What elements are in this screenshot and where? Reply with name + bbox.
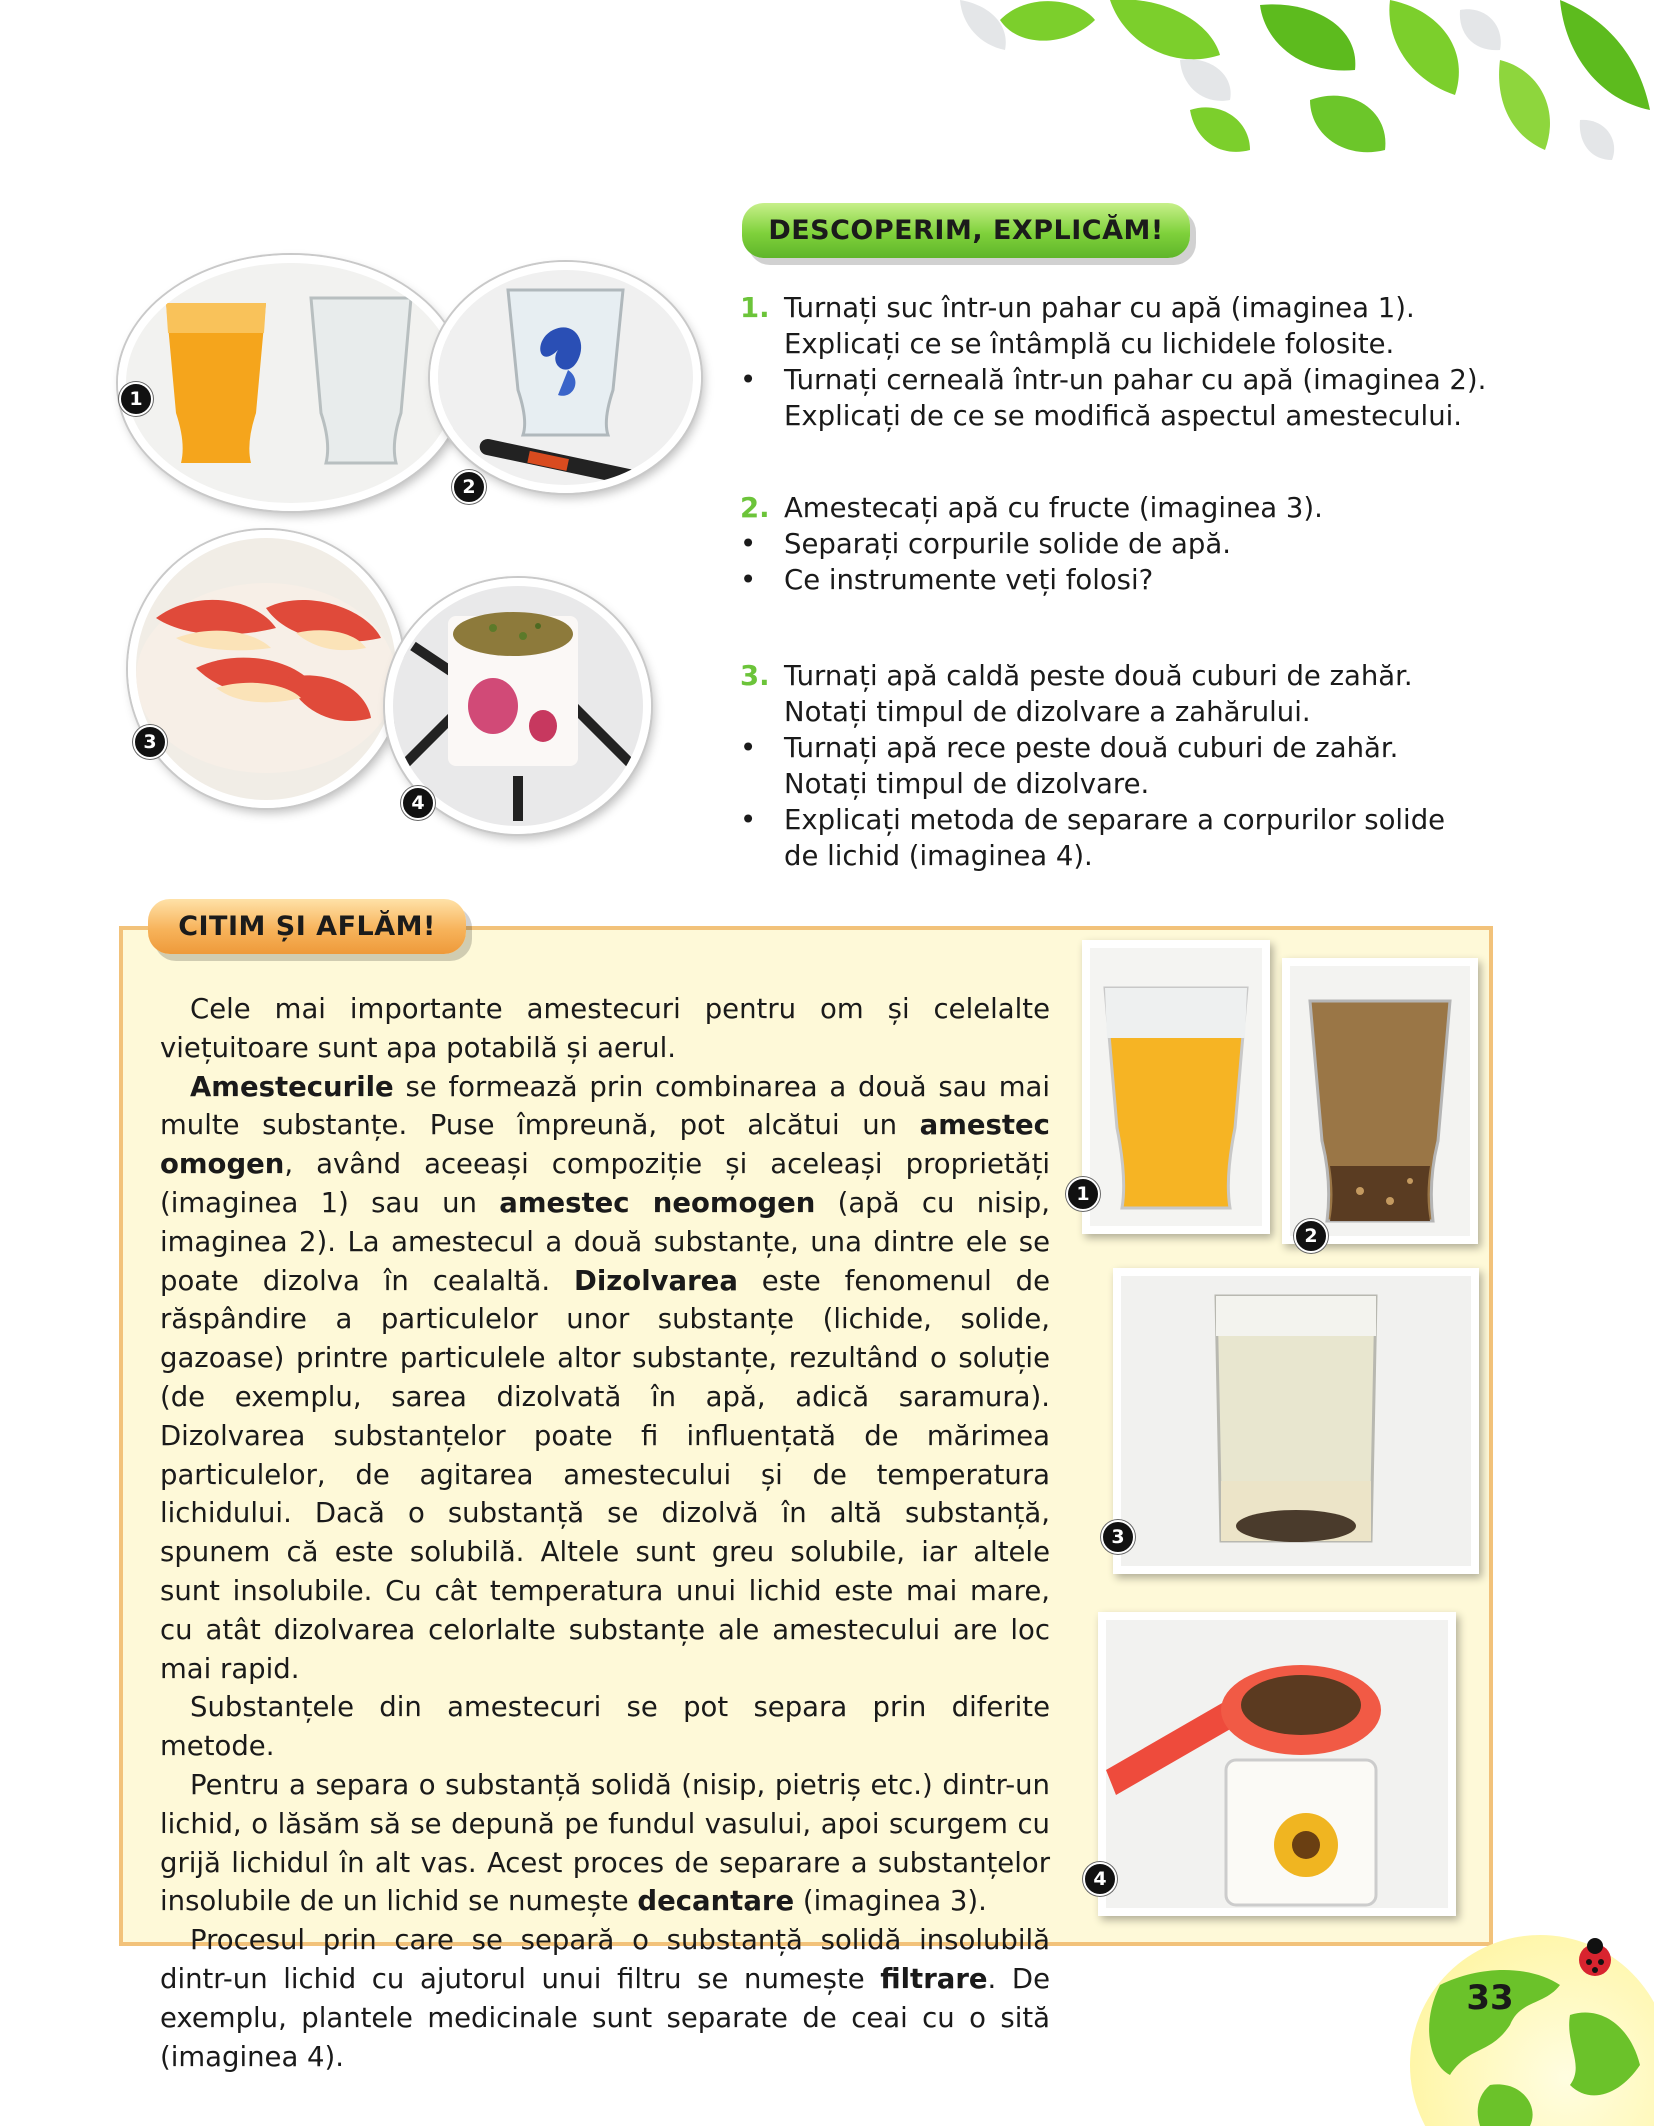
text: Procesul prin care se separă o substanță solidă insolubilă dintr-un lichid cu ajutorul unui filtru se numește (160, 1924, 1050, 1995)
paragraph-3: Substanțele din amestecuri se pot separa prin diferite metode. (160, 1691, 1050, 1763)
bullet: • (740, 528, 757, 560)
bullet: • (740, 804, 757, 836)
photo-badge-1: 1 (1066, 1177, 1100, 1211)
item-number: 2. (740, 492, 770, 524)
item-text: Turnați apă caldă peste două cuburi de zahăr. (784, 660, 1413, 692)
paragraph-1: Cele mai importante amestecuri pentru om și celelalte viețuitoare sunt apa potabilă și aerul. (160, 993, 1050, 1064)
paragraph-2 (160, 1068, 1050, 1689)
item-text: Explicați ce se întâmplă cu lichidele folosite. (784, 328, 1395, 360)
text: este fenomenul de răspândire a particulelor unor substanțe (lichide, solide, gazoase) printre particulele altor substanțe, rezultând o soluție (de exemplu, sarea dizolvată în apă, adică saramura). Dizolvarea substanțelor poate fi influențată de mărimea particulelor, de agitarea amestecului și de temperatura lichidului. Dacă o substanță se dizolvă în altă substanță, spunem că este solubilă. Altele sunt greu solubile, iar altele sunt insolubile. Cu cât temperatura unui lichid este mai mare, cu atât dizolvarea celorlalte substanțe ale amestecului are loc mai rapid. (160, 1264, 1050, 1685)
bullet-text: Ce instrumente veți folosi? (784, 564, 1154, 596)
item-text: Notați timpul de dizolvare a zahărului. (784, 696, 1311, 728)
photo-badge-3: 3 (1101, 1520, 1135, 1554)
photo-badge-4: 4 (1083, 1862, 1117, 1896)
photo-decantation (1113, 1268, 1479, 1574)
bullet: • (740, 564, 757, 596)
item-text: Turnați suc într-un pahar cu apă (imaginea 1). (784, 292, 1415, 324)
photo-heterogeneous-mixture (1282, 958, 1478, 1244)
reading-text (160, 990, 1050, 2076)
leaves-decoration (960, 0, 1654, 190)
photo-apple-water (128, 530, 404, 808)
bullet-text: Notați timpul de dizolvare. (784, 768, 1150, 800)
discover-item-1 (740, 290, 1500, 434)
paragraph-4 (160, 1766, 1050, 1921)
bullet-text: Explicați metoda de separare a corpurilor solide (784, 804, 1446, 836)
bullet-text: Turnați cerneală într-un pahar cu apă (imaginea 2). (784, 364, 1487, 396)
photo-badge-2: 2 (1294, 1219, 1328, 1253)
text: Pentru a separa o substanță solidă (nisip, pietriș etc.) dintr-un lichid, o lăsăm să se depună pe fundul vasului, apoi scurgem cu grijă lichidul în alt vas. Acest proces de separare a substanțelor insolubile de un lichid se numește (160, 1768, 1050, 1918)
photo-filtration (1098, 1612, 1456, 1916)
discover-item-3 (740, 658, 1500, 874)
reading-section-title: CITIM ȘI AFLĂM! (148, 899, 466, 954)
item-number: 3. (740, 660, 770, 692)
paragraph-5 (160, 1921, 1050, 2076)
photo-juice-glasses (118, 255, 464, 511)
text: . De exemplu, plantele medicinale sunt separate de ceai cu o sită (imaginea 4). (160, 1962, 1051, 2073)
bullet-text: Explicați de ce se modifică aspectul amestecului. (784, 400, 1463, 432)
photo-homogeneous-mixture (1082, 940, 1270, 1234)
photo-badge-4: 4 (401, 786, 435, 820)
term-bold: Amestecurile (190, 1070, 394, 1103)
term-bold: Dizolvarea (574, 1264, 738, 1297)
bullet-text: de lichid (imaginea 4). (784, 840, 1093, 872)
bullet-text: Separați corpurile solide de apă. (784, 528, 1231, 560)
text: (apă cu nisip, imaginea 2). La amestecul a două substanțe, una dintre ele se poate dizolva în cealaltă. (160, 1186, 1050, 1297)
term-bold: filtrare (880, 1962, 988, 1995)
term-bold: amestec neomogen (499, 1186, 816, 1219)
term-bold: amestec omogen (160, 1109, 1050, 1181)
bullet: • (740, 364, 757, 396)
photo-badge-1: 1 (119, 382, 153, 416)
item-text: Amestecați apă cu fructe (imaginea 3). (784, 492, 1323, 524)
page-number: 33 (1466, 1978, 1514, 2018)
item-number: 1. (740, 292, 770, 324)
photo-badge-3: 3 (133, 725, 167, 759)
text: (imaginea 3). (794, 1885, 987, 1918)
text: , având aceeași compoziție și aceleași proprietăți (imaginea 1) sau un (160, 1148, 1050, 1219)
bullet-text: Turnați apă rece peste două cuburi de zahăr. (784, 732, 1399, 764)
discover-section-title: DESCOPERIM, EXPLICĂM! (742, 203, 1190, 258)
discover-item-2 (740, 490, 1500, 598)
discover-list (740, 290, 1500, 930)
bullet: • (740, 732, 757, 764)
photo-ink-glass (430, 262, 701, 493)
term-bold: decantare (637, 1885, 795, 1918)
text: se formează prin combinarea a două sau mai multe substanțe. Puse împreună, pot alcătui un (160, 1070, 1050, 1142)
photo-badge-2: 2 (452, 470, 486, 504)
